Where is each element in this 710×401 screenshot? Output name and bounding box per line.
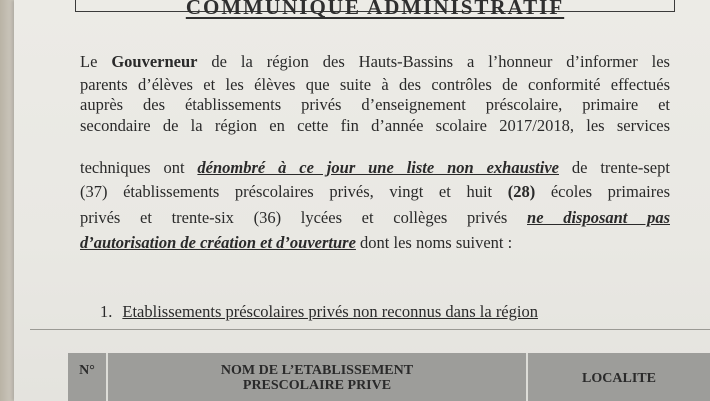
- text-run: Le: [80, 52, 112, 71]
- text-run-emphasis: d’autorisation de création et d’ouverture: [80, 233, 356, 252]
- column-header-number: N°: [68, 353, 108, 401]
- text-run: privés et trente-six (36) lycées et collèges privés: [80, 208, 528, 227]
- paragraph-line-6: [80, 184, 670, 201]
- paragraph-line-2: parents d’élèves et les élèves que suite à des contrôles de conformité effectués: [80, 75, 670, 94]
- document-title: COMMUNIQUE ADMINISTRATIF: [185, 0, 565, 19]
- text-run: techniques ont: [80, 158, 198, 177]
- paragraph-line-7: [80, 210, 670, 227]
- table-header-row: [68, 353, 710, 401]
- section-title: Etablissements préscolaires privés non reconnus dans la région: [122, 302, 538, 321]
- divider: [30, 329, 710, 330]
- paragraph-line-1: [80, 54, 670, 71]
- column-header-name: [108, 353, 528, 401]
- text-run: (37) établissements préscolaires privés, vingt et huit: [80, 182, 508, 201]
- paragraph-line-3: auprès des établissements privés d’enseignement préscolaire, primaire et: [80, 95, 670, 114]
- section-number: 1.: [100, 302, 113, 321]
- column-header-name-line-2: PRESCOLAIRE PRIVE: [242, 378, 392, 394]
- paragraph-line-4: secondaire de la région en cette fin d’année scolaire 2017/2018, les services: [80, 116, 670, 135]
- text-run-bold: (28): [507, 182, 536, 201]
- column-header-locality: LOCALITE: [582, 371, 656, 386]
- text-run: de trente-sept: [558, 158, 670, 177]
- text-run: de la région des Hauts-Bassins a l’honneur d’informer les: [197, 52, 670, 71]
- column-header-name-line-1: NOM DE L’ETABLISSEMENT: [220, 363, 414, 378]
- text-run-emphasis: dénombré à ce jour une liste non exhaustive: [197, 158, 559, 177]
- text-run-bold: Gouverneur: [111, 52, 198, 71]
- paragraph-line-8: [80, 235, 670, 252]
- page-edge: [0, 0, 14, 401]
- paragraph-line-5: [80, 160, 670, 177]
- text-run-emphasis: ne disposant pas: [527, 208, 670, 227]
- header-box: [75, 0, 675, 19]
- text-run: écoles primaires: [535, 182, 670, 201]
- text-run: dont les noms suivent :: [355, 233, 513, 252]
- section-heading: [100, 302, 538, 322]
